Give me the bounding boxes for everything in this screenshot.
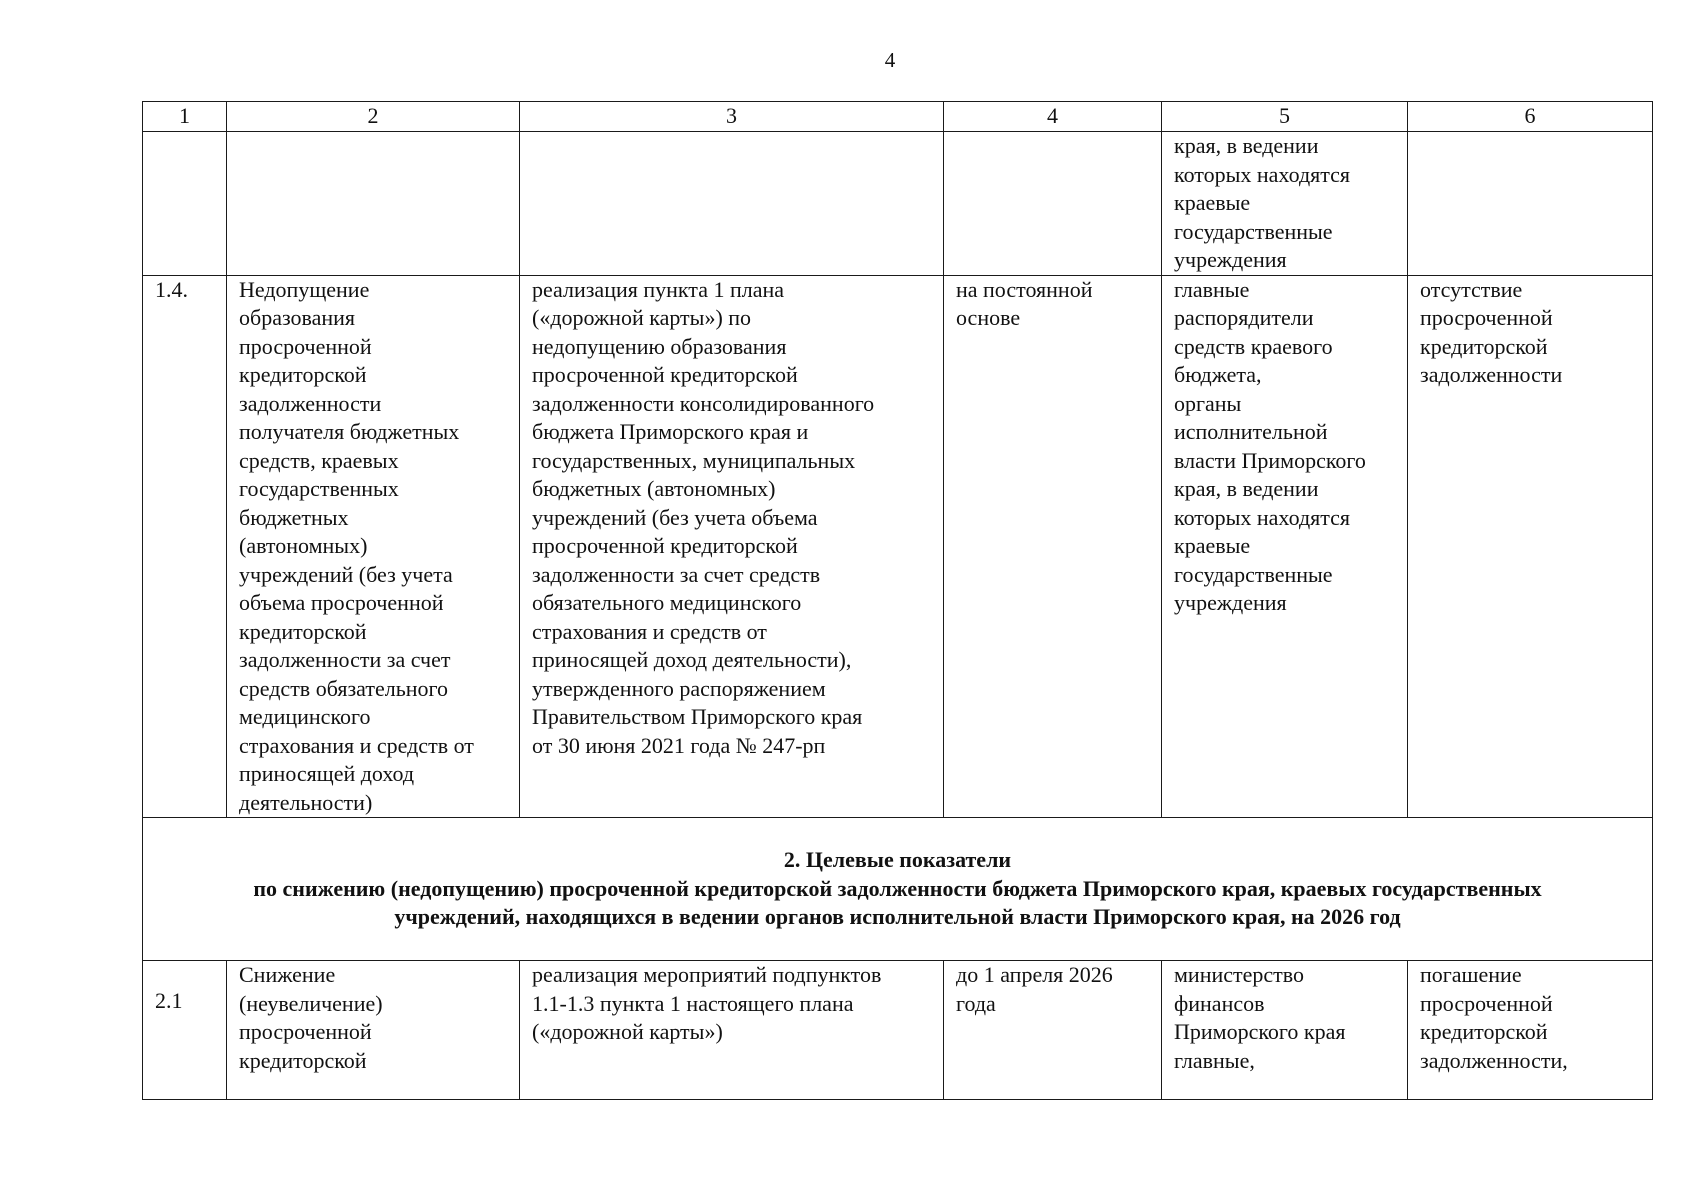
table-row-2-1 [143, 961, 1653, 1100]
cell-text-line: Снижение [239, 962, 336, 987]
cell-text-line: страхования и средств от [532, 618, 767, 644]
cell-text-line: задолженности [239, 390, 382, 416]
cell-text-line: средств, краевых [239, 447, 399, 473]
table-cell [227, 132, 520, 276]
cell-text-line: просроченной [1420, 990, 1553, 1016]
cell-text-line: Правительством Приморского края [532, 704, 863, 729]
cell-text-line: краевые [1174, 533, 1251, 558]
cell-text-line: по снижению (недопущению) просроченной кредиторской задолженности бюджета Приморского края, краевых государственных [253, 875, 1542, 901]
deadline-cell [944, 961, 1162, 1100]
result-cell [1408, 961, 1653, 1100]
column-header: 6 [1408, 102, 1653, 132]
cell-text-line: государственные [1174, 561, 1333, 587]
cell-text-line: бюджета Приморского края и [532, 419, 809, 444]
cell-text-line: задолженности, [1420, 1047, 1568, 1073]
cell-text-line: 2. Целевые показатели [783, 847, 1012, 873]
cell-text-line: приносящей доход [239, 761, 415, 786]
cell-text-line: объема просроченной [239, 590, 444, 615]
row-number-cell [143, 275, 227, 818]
cell-text-line: Приморского края [1174, 1019, 1346, 1044]
cell-text-line: учреждений, находящихся в ведении органов исполнительной власти Приморского края, на 2026 год [394, 904, 1401, 930]
cell-text-line: бюджетных (автономных) [532, 476, 776, 501]
cell-text-line: бюджета, [1174, 362, 1262, 387]
cell-text-line: года [956, 990, 996, 1016]
cell-text-line: до 1 апреля 2026 [956, 962, 1113, 987]
cell-text-line: которых находятся [1174, 161, 1351, 187]
cell-text-line: («дорожной карты») [532, 1019, 723, 1044]
cell-text-line: реализация мероприятий подпунктов [532, 962, 882, 987]
cell-text-line: учреждения [1174, 590, 1287, 615]
cell-text-line: государственных [239, 476, 399, 501]
cell-text-line: власти Приморского [1174, 447, 1366, 473]
cell-text-line: министерство [1174, 962, 1305, 987]
cell-text-line: получателя бюджетных [239, 419, 460, 444]
cell-text-line: бюджетных [239, 504, 349, 530]
row-number-cell [143, 961, 227, 1100]
cell-text-line: реализация пункта 1 плана [532, 276, 785, 302]
cell-text-line: кредиторской [239, 362, 367, 387]
page-number: 4 [884, 48, 896, 72]
cell-text-line: государственные [1174, 218, 1333, 244]
section-2-heading-row [143, 818, 1653, 961]
cell-text-line: основе [956, 305, 1021, 330]
implementation-cell [520, 275, 944, 818]
responsible-cell [1162, 275, 1408, 818]
column-header: 4 [944, 102, 1162, 132]
column-header-row [143, 102, 1653, 132]
cell-text-line: кредиторской [1420, 1019, 1548, 1044]
cell-text-line: учреждений (без учета объема [532, 504, 818, 530]
cell-text-line: кредиторской [239, 1047, 367, 1073]
cell-text-line: медицинского [239, 704, 371, 729]
table-cell [1408, 132, 1653, 276]
cell-text-line: недопущению образования [532, 333, 787, 359]
cell-text-line: задолженности за счет средств [532, 561, 821, 587]
cell-text-line: распорядители [1174, 305, 1314, 330]
column-header: 1 [143, 102, 227, 132]
column-header: 3 [520, 102, 944, 132]
cell-text-line: просроченной [1420, 305, 1553, 330]
cell-text-line: отсутствие [1420, 276, 1523, 302]
cell-text-line: (автономных) [239, 533, 368, 558]
cell-text-line: 1.4. [155, 276, 188, 302]
cell-text-line: средств краевого [1174, 333, 1333, 359]
cell-text-line: страхования и средств от [239, 732, 474, 758]
column-header: 2 [227, 102, 520, 132]
cell-text-line: 2.1 [155, 988, 183, 1013]
cell-text-line: задолженности консолидированного [532, 390, 875, 416]
responsible-cell [1162, 961, 1408, 1100]
cell-text-line: образования [239, 305, 356, 330]
table-row-continuation [143, 132, 1653, 276]
cell-text-line: просроченной [239, 1019, 372, 1044]
cell-text-line: кредиторской [239, 618, 367, 644]
implementation-cell [520, 961, 944, 1100]
cell-text-line: обязательного медицинского [532, 590, 802, 615]
cell-text-line: просроченной кредиторской [532, 362, 798, 387]
cell-text-line: утвержденного распоряжением [532, 675, 826, 701]
roadmap-table [142, 101, 1653, 1100]
table-cell [944, 132, 1162, 276]
section-2-heading [143, 818, 1653, 961]
cell-text-line: государственных, муниципальных [532, 447, 856, 473]
cell-text-line: («дорожной карты») по [532, 305, 752, 330]
cell-text-line: задолженности [1420, 362, 1563, 387]
cell-text-line: главные, [1174, 1047, 1255, 1073]
measure-name-cell [227, 275, 520, 818]
cell-text-line: средств обязательного [239, 675, 448, 701]
cell-text-line: края, в ведении [1174, 133, 1319, 158]
result-cell [1408, 275, 1653, 818]
cell-text-line: на постоянной [956, 276, 1093, 302]
table-cell [520, 132, 944, 276]
cell-text-line: погашение [1420, 962, 1522, 987]
cell-text-line: 1.1-1.3 пункта 1 настоящего плана [532, 990, 854, 1016]
cell-text-line: финансов [1174, 990, 1265, 1016]
column-header: 5 [1162, 102, 1408, 132]
cell-text-line: деятельности) [239, 789, 373, 815]
cell-text-line: исполнительной [1174, 419, 1328, 444]
cell-text-line: учреждения [1174, 247, 1287, 272]
table-row-1-4 [143, 275, 1653, 818]
table-cell [1162, 132, 1408, 276]
table-cell [143, 132, 227, 276]
deadline-cell [944, 275, 1162, 818]
cell-text-line: приносящей доход деятельности), [532, 647, 852, 672]
cell-text-line: которых находятся [1174, 504, 1351, 530]
cell-text-line: задолженности за счет [239, 647, 451, 672]
cell-text-line: органы [1174, 390, 1242, 416]
cell-text-line: кредиторской [1420, 333, 1548, 359]
cell-text-line: учреждений (без учета [239, 561, 453, 587]
cell-text-line: (неувеличение) [239, 990, 383, 1016]
cell-text-line: края, в ведении [1174, 476, 1319, 501]
cell-text-line: краевые [1174, 190, 1251, 215]
cell-text-line: просроченной кредиторской [532, 533, 798, 558]
measure-name-cell [227, 961, 520, 1100]
cell-text-line: от 30 июня 2021 года № 247-рп [532, 732, 826, 758]
cell-text-line: просроченной [239, 333, 372, 359]
cell-text-line: Недопущение [239, 276, 370, 302]
cell-text-line: главные [1174, 276, 1250, 302]
